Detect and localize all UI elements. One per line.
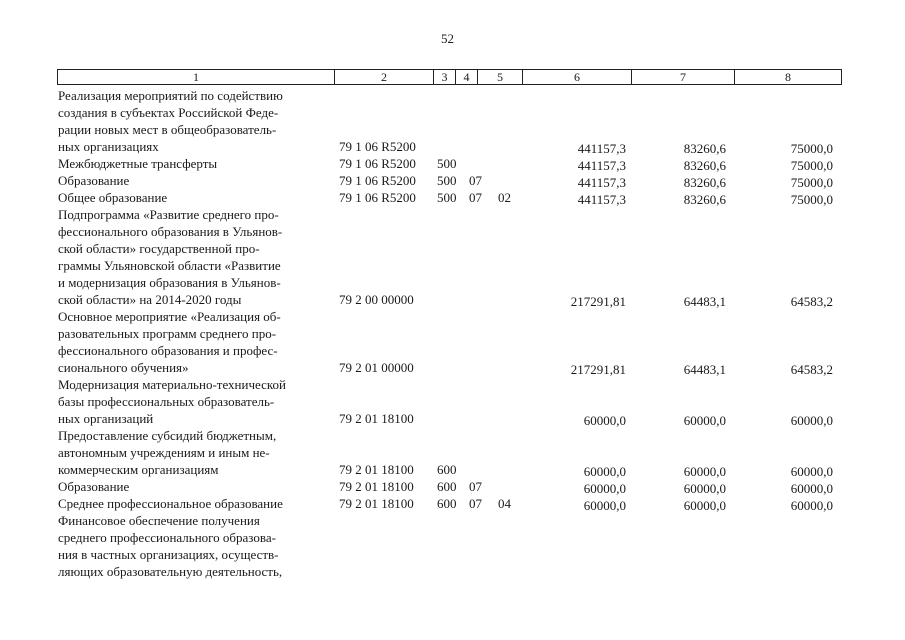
cell-code: 79 2 01 18100 [339, 411, 414, 426]
header-col-5: 5 [477, 69, 523, 85]
description-line: Модернизация материально-технической [58, 377, 286, 392]
cell-col-5: 04 [498, 496, 511, 511]
page-number: 52 [441, 31, 454, 46]
description-line: ния в частных организациях, осуществ- [58, 547, 279, 562]
cell-col-8: 60000,0 [790, 413, 833, 428]
header-col-3: 3 [433, 69, 456, 85]
description-line: граммы Ульяновской области «Развитие [58, 258, 281, 273]
cell-col-8: 75000,0 [790, 158, 833, 173]
description-line: Межбюджетные трансферты [58, 156, 218, 171]
description-line: Общее образование [58, 190, 168, 205]
cell-col-8: 75000,0 [790, 192, 833, 207]
cell-col-6: 60000,0 [583, 481, 626, 496]
header-col-1: 1 [57, 69, 335, 85]
cell-code: 79 2 01 18100 [339, 479, 414, 494]
description-line: ных организациях [58, 139, 159, 154]
cell-col-4: 07 [469, 479, 482, 494]
description-line: Основное мероприятие «Реализация об- [58, 309, 281, 324]
cell-col-8: 60000,0 [790, 481, 833, 496]
cell-code: 79 2 01 00000 [339, 360, 414, 375]
cell-col-3: 600 [437, 479, 457, 494]
cell-col-3: 500 [437, 173, 457, 188]
cell-col-6: 217291,81 [570, 362, 626, 377]
cell-col-6: 60000,0 [583, 464, 626, 479]
cell-col-6: 441157,3 [577, 158, 626, 173]
cell-col-8: 64583,2 [790, 294, 833, 309]
row-description [58, 495, 332, 512]
row-description [58, 87, 332, 155]
description-line: Образование [58, 173, 130, 188]
cell-col-4: 07 [469, 496, 482, 511]
description-line: фессионального образования в Ульянов- [58, 224, 283, 239]
cell-code: 79 2 01 18100 [339, 462, 414, 477]
cell-col-3: 500 [437, 156, 457, 171]
cell-col-8: 60000,0 [790, 464, 833, 479]
cell-col-7: 83260,6 [683, 192, 726, 207]
cell-col-6: 60000,0 [583, 413, 626, 428]
cell-col-6: 60000,0 [583, 498, 626, 513]
cell-col-8: 64583,2 [790, 362, 833, 377]
header-col-4: 4 [455, 69, 478, 85]
description-line: и модернизация образования в Ульянов- [58, 275, 281, 290]
description-line: автономным учреждениям и иным не- [58, 445, 270, 460]
description-line: сионального обучения» [58, 360, 189, 375]
description-line: разовательных программ среднего про- [58, 326, 277, 341]
cell-col-7: 60000,0 [683, 481, 726, 496]
cell-col-6: 217291,81 [570, 294, 626, 309]
description-line: создания в субъектах Российской Феде- [58, 105, 279, 120]
row-description [58, 512, 332, 580]
row-description [58, 376, 332, 427]
description-line: фессионального образования и профес- [58, 343, 278, 358]
cell-col-4: 07 [469, 173, 482, 188]
row-description [58, 427, 332, 478]
cell-col-7: 83260,6 [683, 158, 726, 173]
cell-code: 79 1 06 R5200 [339, 156, 416, 171]
cell-col-7: 83260,6 [683, 175, 726, 190]
cell-col-3: 600 [437, 462, 457, 477]
cell-col-6: 441157,3 [577, 192, 626, 207]
cell-col-7: 60000,0 [683, 464, 726, 479]
cell-code: 79 1 06 R5200 [339, 139, 416, 154]
header-col-7: 7 [631, 69, 735, 85]
cell-col-8: 75000,0 [790, 141, 833, 156]
description-line: Финансовое обеспечение получения [58, 513, 260, 528]
description-line: Предоставление субсидий бюджетным, [58, 428, 277, 443]
row-description [58, 155, 332, 172]
header-col-8: 8 [734, 69, 842, 85]
row-description [58, 206, 332, 308]
description-line: Образование [58, 479, 130, 494]
description-line: ской области» государственной про- [58, 241, 260, 256]
header-col-6: 6 [522, 69, 632, 85]
cell-col-7: 83260,6 [683, 141, 726, 156]
cell-col-7: 64483,1 [683, 294, 726, 309]
description-line: коммерческим организациям [58, 462, 219, 477]
cell-col-7: 64483,1 [683, 362, 726, 377]
cell-col-7: 60000,0 [683, 413, 726, 428]
cell-code: 79 1 06 R5200 [339, 190, 416, 205]
cell-col-3: 500 [437, 190, 457, 205]
header-col-2: 2 [334, 69, 434, 85]
description-line: базы профессиональных образователь- [58, 394, 275, 409]
description-line: среднего профессионального образова- [58, 530, 276, 545]
cell-col-8: 60000,0 [790, 498, 833, 513]
description-line: ляющих образовательную деятельность, [58, 564, 283, 579]
row-description [58, 478, 332, 495]
description-line: Реализация мероприятий по содействию [58, 88, 283, 103]
description-line: ных организаций [58, 411, 154, 426]
table-header [57, 69, 841, 85]
cell-col-7: 60000,0 [683, 498, 726, 513]
cell-col-6: 441157,3 [577, 141, 626, 156]
cell-code: 79 2 00 00000 [339, 292, 414, 307]
cell-col-4: 07 [469, 190, 482, 205]
cell-code: 79 1 06 R5200 [339, 173, 416, 188]
cell-col-6: 441157,3 [577, 175, 626, 190]
description-line: Среднее профессиональное образование [58, 496, 283, 511]
cell-col-8: 75000,0 [790, 175, 833, 190]
description-line: ской области» на 2014-2020 годы [58, 292, 242, 307]
description-line: рации новых мест в общеобразователь- [58, 122, 277, 137]
row-description [58, 172, 332, 189]
row-description [58, 189, 332, 206]
cell-col-3: 600 [437, 496, 457, 511]
cell-col-5: 02 [498, 190, 511, 205]
cell-code: 79 2 01 18100 [339, 496, 414, 511]
row-description [58, 308, 332, 376]
description-line: Подпрограмма «Развитие среднего про- [58, 207, 279, 222]
